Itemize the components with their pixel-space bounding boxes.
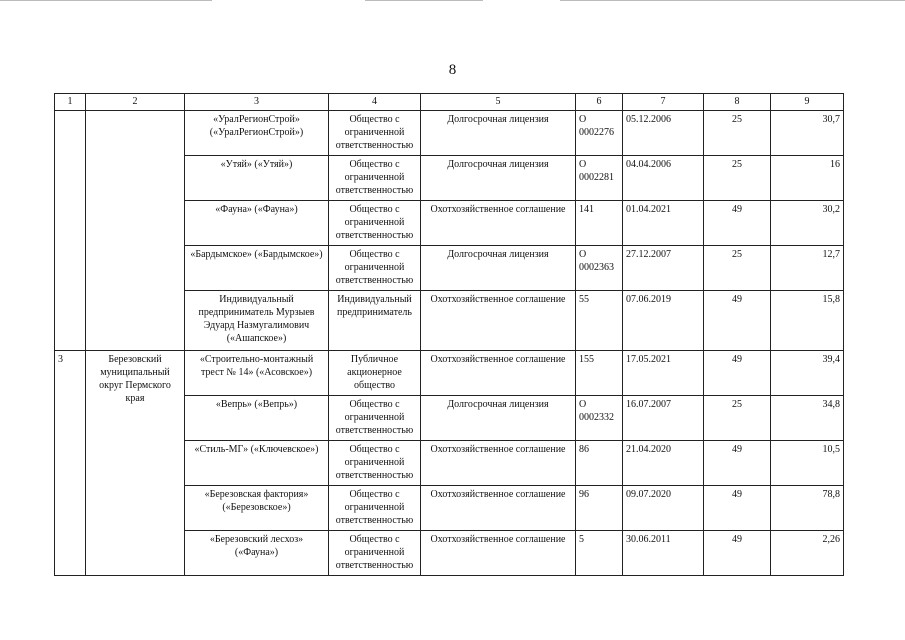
term-years: 49 bbox=[704, 531, 771, 576]
issue-date: 30.06.2011 bbox=[623, 531, 704, 576]
legal-form: Общество с ограниченной ответственностью bbox=[329, 396, 421, 441]
hunting-grounds-table bbox=[54, 93, 844, 576]
area-value: 30,7 bbox=[771, 111, 844, 156]
holder-name: «Строительно-монтажный трест № 14» («Асовское») bbox=[185, 351, 329, 396]
area-value: 30,2 bbox=[771, 201, 844, 246]
column-header: 5 bbox=[421, 94, 576, 111]
legal-form: Индивидуальный предприниматель bbox=[329, 291, 421, 351]
document-type: Долгосрочная лицензия bbox=[421, 156, 576, 201]
holder-name: «Бардымское» («Бардымское») bbox=[185, 246, 329, 291]
document-type: Охотхозяйственное соглашение bbox=[421, 486, 576, 531]
column-header: 7 bbox=[623, 94, 704, 111]
holder-name: «Березовская фактория» («Березовское») bbox=[185, 486, 329, 531]
document-number: О 0002363 bbox=[576, 246, 623, 291]
holder-name: «Утяй» («Утяй») bbox=[185, 156, 329, 201]
area-value: 12,7 bbox=[771, 246, 844, 291]
group-number: 3 bbox=[55, 351, 86, 576]
term-years: 25 bbox=[704, 396, 771, 441]
term-years: 25 bbox=[704, 246, 771, 291]
page-number: 8 bbox=[448, 62, 457, 78]
issue-date: 07.06.2019 bbox=[623, 291, 704, 351]
legal-form: Общество с ограниченной ответственностью bbox=[329, 156, 421, 201]
issue-date: 04.04.2006 bbox=[623, 156, 704, 201]
column-header: 1 bbox=[55, 94, 86, 111]
table-row bbox=[55, 351, 844, 396]
document-type: Долгосрочная лицензия bbox=[421, 246, 576, 291]
issue-date: 21.04.2020 bbox=[623, 441, 704, 486]
legal-form: Общество с ограниченной ответственностью bbox=[329, 441, 421, 486]
holder-name: «УралРегионСтрой» («УралРегионСтрой») bbox=[185, 111, 329, 156]
document-type: Охотхозяйственное соглашение bbox=[421, 291, 576, 351]
issue-date: 27.12.2007 bbox=[623, 246, 704, 291]
group-number bbox=[55, 111, 86, 351]
area-value: 34,8 bbox=[771, 396, 844, 441]
area-value: 15,8 bbox=[771, 291, 844, 351]
document-number: 96 bbox=[576, 486, 623, 531]
document-type: Охотхозяйственное соглашение bbox=[421, 351, 576, 396]
holder-name: «Березовский лесхоз» («Фауна») bbox=[185, 531, 329, 576]
district-name bbox=[86, 111, 185, 351]
term-years: 25 bbox=[704, 156, 771, 201]
holder-name: «Стиль-МГ» («Ключевское») bbox=[185, 441, 329, 486]
document-number: О 0002332 bbox=[576, 396, 623, 441]
legal-form: Общество с ограниченной ответственностью bbox=[329, 111, 421, 156]
legal-form: Публичное акционерное общество bbox=[329, 351, 421, 396]
table-row bbox=[55, 111, 844, 156]
district-name: Березовский муниципальный округ Пермского края bbox=[86, 351, 185, 576]
term-years: 49 bbox=[704, 351, 771, 396]
document-number: О 0002276 bbox=[576, 111, 623, 156]
document-number: О 0002281 bbox=[576, 156, 623, 201]
document-number: 155 bbox=[576, 351, 623, 396]
document-type: Охотхозяйственное соглашение bbox=[421, 531, 576, 576]
document-number: 141 bbox=[576, 201, 623, 246]
issue-date: 17.05.2021 bbox=[623, 351, 704, 396]
legal-form: Общество с ограниченной ответственностью bbox=[329, 531, 421, 576]
issue-date: 16.07.2007 bbox=[623, 396, 704, 441]
document-type: Долгосрочная лицензия bbox=[421, 396, 576, 441]
term-years: 49 bbox=[704, 441, 771, 486]
column-header: 8 bbox=[704, 94, 771, 111]
document-number: 86 bbox=[576, 441, 623, 486]
holder-name: «Фауна» («Фауна») bbox=[185, 201, 329, 246]
document-number: 55 bbox=[576, 291, 623, 351]
column-header: 2 bbox=[86, 94, 185, 111]
area-value: 78,8 bbox=[771, 486, 844, 531]
issue-date: 01.04.2021 bbox=[623, 201, 704, 246]
issue-date: 05.12.2006 bbox=[623, 111, 704, 156]
table-header bbox=[55, 94, 844, 111]
column-header: 4 bbox=[329, 94, 421, 111]
term-years: 49 bbox=[704, 201, 771, 246]
area-value: 2,26 bbox=[771, 531, 844, 576]
column-header: 3 bbox=[185, 94, 329, 111]
document-type: Охотхозяйственное соглашение bbox=[421, 441, 576, 486]
term-years: 25 bbox=[704, 111, 771, 156]
area-value: 39,4 bbox=[771, 351, 844, 396]
area-value: 16 bbox=[771, 156, 844, 201]
document-type: Долгосрочная лицензия bbox=[421, 111, 576, 156]
legal-form: Общество с ограниченной ответственностью bbox=[329, 201, 421, 246]
document-number: 5 bbox=[576, 531, 623, 576]
column-header: 9 bbox=[771, 94, 844, 111]
legal-form: Общество с ограниченной ответственностью bbox=[329, 486, 421, 531]
area-value: 10,5 bbox=[771, 441, 844, 486]
document-type: Охотхозяйственное соглашение bbox=[421, 201, 576, 246]
legal-form: Общество с ограниченной ответственностью bbox=[329, 246, 421, 291]
column-header: 6 bbox=[576, 94, 623, 111]
holder-name: «Вепрь» («Вепрь») bbox=[185, 396, 329, 441]
term-years: 49 bbox=[704, 486, 771, 531]
term-years: 49 bbox=[704, 291, 771, 351]
holder-name: Индивидуальный предприниматель Мурзыев Эдуард Назмугалимович («Ашапское») bbox=[185, 291, 329, 351]
issue-date: 09.07.2020 bbox=[623, 486, 704, 531]
